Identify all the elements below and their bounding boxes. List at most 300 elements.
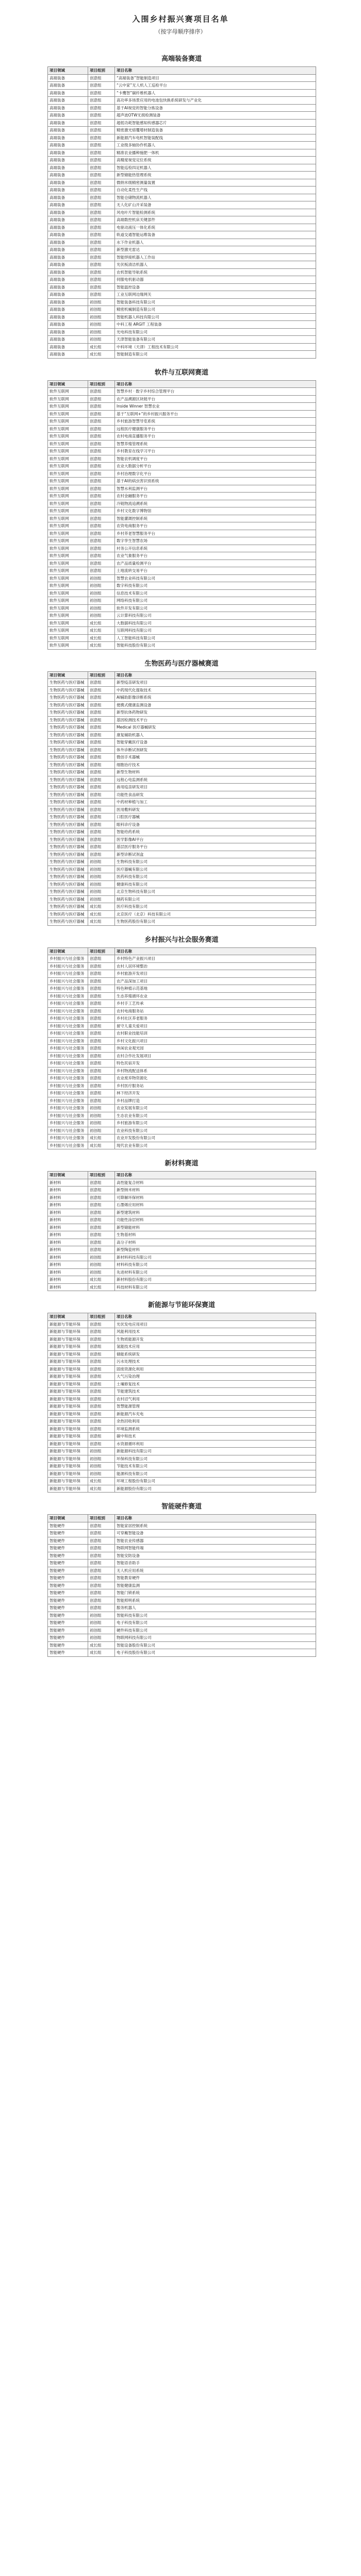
cell-group: 创意组 — [88, 1060, 115, 1067]
cell-group: 创意组 — [88, 1574, 115, 1582]
project-table — [47, 1171, 316, 1291]
cell-field: 乡村振兴与社会服务 — [48, 1030, 88, 1038]
cell-group: 创意组 — [88, 1179, 115, 1187]
cell-group: 初创组 — [88, 582, 115, 590]
cell-field: 软件互联网 — [48, 634, 88, 642]
column-header: 项目名称 — [115, 947, 316, 955]
table-row — [48, 1187, 316, 1194]
cell-field: 乡村振兴与社会服务 — [48, 1007, 88, 1015]
table-row — [48, 1007, 316, 1015]
cell-project-name: 乡村养老智慧服务平台 — [115, 530, 316, 537]
table-row — [48, 724, 316, 732]
cell-group: 创意组 — [88, 977, 115, 985]
cell-group: 创意组 — [88, 1365, 115, 1373]
table-row — [48, 1022, 316, 1030]
cell-project-name: 智能给药系统 — [115, 828, 316, 836]
cell-group: 初创组 — [88, 1448, 115, 1455]
cell-group: 初创组 — [88, 1268, 115, 1276]
table-row — [48, 321, 316, 329]
cell-field: 生物医药与医疗器械 — [48, 866, 88, 873]
cell-project-name: 医用敷料研发 — [115, 806, 316, 814]
table-row — [48, 97, 316, 105]
cell-project-name: 大数据科技有限公司 — [115, 619, 316, 627]
cell-group: 创意组 — [88, 1022, 115, 1030]
table-row — [48, 268, 316, 276]
cell-group: 创意组 — [88, 1418, 115, 1426]
cell-group: 创意组 — [88, 761, 115, 769]
cell-project-name: 污水处理技术 — [115, 1358, 316, 1366]
cell-field: 高端装备 — [48, 336, 88, 344]
cell-project-name: 乡村旅游开发项目 — [115, 970, 316, 978]
cell-field: 智能硬件 — [48, 1522, 88, 1530]
cell-field: 新能源与节能环保 — [48, 1418, 88, 1426]
cell-project-name: 工业级多轴协作机器人 — [115, 142, 316, 149]
table-row — [48, 1253, 316, 1261]
cell-project-name: Inside Winner 智慧农业 — [115, 403, 316, 411]
cell-group: 成长组 — [88, 1142, 115, 1149]
table-row — [48, 731, 316, 739]
cell-group: 创意组 — [88, 224, 115, 231]
column-header: 项目领域 — [48, 1172, 88, 1179]
table-row — [48, 134, 316, 142]
table-row — [48, 582, 316, 590]
cell-group: 创意组 — [88, 127, 115, 134]
table-row — [48, 977, 316, 985]
cell-field: 新能源与节能环保 — [48, 1373, 88, 1381]
cell-field: 软件互联网 — [48, 455, 88, 463]
table-row — [48, 1589, 316, 1597]
cell-field: 高端装备 — [48, 209, 88, 216]
cell-field: 高端装备 — [48, 194, 88, 201]
cell-field: 乡村振兴与社会服务 — [48, 1015, 88, 1023]
table-row — [48, 74, 316, 82]
cell-group: 创意组 — [88, 134, 115, 142]
column-header: 项目领域 — [48, 1313, 88, 1321]
cell-group: 初创组 — [88, 880, 115, 888]
cell-group: 初创组 — [88, 604, 115, 612]
table-row — [48, 298, 316, 306]
cell-group: 初创组 — [88, 574, 115, 582]
cell-field: 新能源与节能环保 — [48, 1365, 88, 1373]
cell-project-name: 北京医疗（北京）科技有限公司 — [115, 910, 316, 918]
cell-group: 创意组 — [88, 1000, 115, 1008]
cell-project-name: 智能科技股份有限公司 — [115, 642, 316, 650]
cell-field: 新能源与节能环保 — [48, 1485, 88, 1493]
table-row — [48, 597, 316, 605]
cell-field: 高端装备 — [48, 321, 88, 329]
cell-field: 软件互联网 — [48, 470, 88, 478]
cell-field: 新材料 — [48, 1216, 88, 1224]
cell-project-name: 无人机应用系统 — [115, 1567, 316, 1574]
table-row — [48, 1463, 316, 1470]
cell-project-name: 硬件科技有限公司 — [115, 1626, 316, 1634]
cell-field: 乡村振兴与社会服务 — [48, 985, 88, 993]
cell-field: 生物医药与医疗器械 — [48, 686, 88, 694]
cell-field: 生物医药与医疗器械 — [48, 895, 88, 903]
cell-project-name: 超声波OTW无损检测装备 — [115, 112, 316, 120]
cell-group: 创意组 — [88, 992, 115, 1000]
table-row — [48, 306, 316, 314]
cell-field: 生物医药与医疗器械 — [48, 843, 88, 851]
cell-group: 初创组 — [88, 1120, 115, 1127]
cell-project-name: 智慧水利监测平台 — [115, 485, 316, 493]
cell-group: 初创组 — [88, 866, 115, 873]
cell-field: 智能硬件 — [48, 1530, 88, 1537]
cell-group: 创意组 — [88, 500, 115, 507]
cell-project-name: 留守儿童关爱项目 — [115, 1022, 316, 1030]
table-row — [48, 843, 316, 851]
cell-field: 乡村振兴与社会服务 — [48, 1052, 88, 1060]
cell-field: 新材料 — [48, 1268, 88, 1276]
cell-group: 初创组 — [88, 1612, 115, 1619]
cell-field: 智能硬件 — [48, 1634, 88, 1642]
cell-field: 智能硬件 — [48, 1649, 88, 1657]
column-header: 项目组别 — [88, 67, 115, 75]
cell-group: 创意组 — [88, 433, 115, 440]
cell-group: 创意组 — [88, 119, 115, 127]
cell-project-name: 农业气象服务平台 — [115, 552, 316, 560]
table-row — [48, 388, 316, 396]
table-row — [48, 866, 316, 873]
table-row — [48, 612, 316, 620]
cell-group: 创意组 — [88, 522, 115, 530]
cell-field: 乡村振兴与社会服务 — [48, 1075, 88, 1082]
table-row — [48, 567, 316, 575]
cell-project-name: 农村合作社发展项目 — [115, 1052, 316, 1060]
cell-project-name: 科技材料有限公司 — [115, 1283, 316, 1291]
table-row — [48, 455, 316, 463]
table-row — [48, 142, 316, 149]
cell-group: 创意组 — [88, 276, 115, 284]
cell-group: 成长组 — [88, 343, 115, 351]
cell-field: 软件互联网 — [48, 604, 88, 612]
cell-project-name: 物联网科技有限公司 — [115, 1634, 316, 1642]
table-row — [48, 1455, 316, 1463]
cell-project-name: 村务公开信息系统 — [115, 545, 316, 552]
cell-group: 创意组 — [88, 97, 115, 105]
cell-field: 新材料 — [48, 1276, 88, 1284]
table-header-row — [48, 947, 316, 955]
cell-field: 新材料 — [48, 1187, 88, 1194]
cell-project-name: 中科环境（天津）工程技术有限公司 — [115, 343, 316, 351]
table-row — [48, 1365, 316, 1373]
cell-project-name: 节能建筑技术 — [115, 1388, 316, 1396]
cell-group: 创意组 — [88, 493, 115, 500]
table-row — [48, 1530, 316, 1537]
table-row — [48, 1216, 316, 1224]
cell-group: 创意组 — [88, 530, 115, 537]
table-row — [48, 754, 316, 761]
table-row — [48, 1045, 316, 1053]
table-row — [48, 478, 316, 485]
table-row — [48, 1388, 316, 1396]
table-row — [48, 1060, 316, 1067]
cell-field: 高端装备 — [48, 172, 88, 179]
section — [47, 1500, 316, 1657]
cell-field: 生物医药与医疗器械 — [48, 799, 88, 806]
cell-project-name: 智能安防设备 — [115, 1552, 316, 1560]
table-row — [48, 1134, 316, 1142]
cell-field: 新材料 — [48, 1194, 88, 1201]
cell-field: 软件互联网 — [48, 642, 88, 650]
table-row — [48, 1358, 316, 1366]
cell-project-name: 环境工程股份有限公司 — [115, 1478, 316, 1485]
cell-project-name: 人工智能科技有限公司 — [115, 634, 316, 642]
cell-field: 智能硬件 — [48, 1597, 88, 1604]
cell-group: 成长组 — [88, 1276, 115, 1284]
table-row — [48, 112, 316, 120]
cell-project-name: 智能焊接机器人工作站 — [115, 253, 316, 261]
cell-project-name: 智能家居控制系统 — [115, 1522, 316, 1530]
cell-group: 创意组 — [88, 194, 115, 201]
cell-project-name: 云计算科技有限公司 — [115, 612, 316, 620]
table-row — [48, 1127, 316, 1134]
cell-project-name: 伺服电机驱动器 — [115, 276, 316, 284]
table-row — [48, 537, 316, 545]
section-title: 乡村振兴与社会服务赛道 — [144, 936, 219, 944]
cell-project-name: 新型生物材料 — [115, 769, 316, 776]
cell-project-name: 农村沼气利用 — [115, 1395, 316, 1403]
cell-project-name: 智能巡检四足机器人 — [115, 164, 316, 172]
cell-project-name: 中药现代化提取技术 — [115, 686, 316, 694]
cell-group: 初创组 — [88, 321, 115, 329]
cell-project-name: 新型诊断试剂盒 — [115, 851, 316, 858]
cell-field: 软件互联网 — [48, 425, 88, 433]
cell-group: 创意组 — [88, 1589, 115, 1597]
cell-field: 新能源与节能环保 — [48, 1328, 88, 1336]
cell-field: 高端装备 — [48, 351, 88, 359]
cell-project-name: 高性能复合材料 — [115, 1179, 316, 1187]
cell-group: 创意组 — [88, 1246, 115, 1254]
cell-project-name: 农村金融服务平台 — [115, 493, 316, 500]
column-header: 项目领域 — [48, 947, 88, 955]
cell-project-name: 智能教育硬件 — [115, 1574, 316, 1582]
cell-group: 创意组 — [88, 403, 115, 411]
cell-group: 创意组 — [88, 716, 115, 724]
cell-project-name: 风能利用技术 — [115, 1328, 316, 1336]
cell-field: 新能源与节能环保 — [48, 1463, 88, 1470]
cell-group: 创意组 — [88, 216, 115, 224]
cell-field: 新材料 — [48, 1246, 88, 1254]
section-title: 高端装备赛道 — [161, 55, 202, 63]
cell-project-name: 微创手术器械 — [115, 754, 316, 761]
cell-field: 高端装备 — [48, 298, 88, 306]
table-row — [48, 1268, 316, 1276]
cell-project-name: 无人化矿山开采装备 — [115, 201, 316, 209]
cell-group: 创意组 — [88, 1030, 115, 1038]
cell-group: 创意组 — [88, 560, 115, 567]
cell-project-name: Medical 医疗器械研发 — [115, 724, 316, 732]
cell-group: 创意组 — [88, 821, 115, 828]
cell-group: 创意组 — [88, 1194, 115, 1201]
table-row — [48, 679, 316, 687]
cell-group: 成长组 — [88, 1478, 115, 1485]
cell-group: 创意组 — [88, 1440, 115, 1448]
cell-field: 新能源与节能环保 — [48, 1403, 88, 1411]
cell-field: 乡村振兴与社会服务 — [48, 1037, 88, 1045]
table-row — [48, 463, 316, 470]
table-header-row — [48, 1172, 316, 1179]
cell-group: 创意组 — [88, 1597, 115, 1604]
cell-group: 创意组 — [88, 253, 115, 261]
cell-field: 智能硬件 — [48, 1626, 88, 1634]
cell-group: 创意组 — [88, 179, 115, 187]
cell-group: 创意组 — [88, 814, 115, 821]
cell-field: 软件互联网 — [48, 395, 88, 403]
project-table — [47, 671, 316, 926]
table-header-row — [48, 67, 316, 75]
cell-field: 软件互联网 — [48, 433, 88, 440]
cell-field: 软件互联网 — [48, 507, 88, 515]
cell-group: 初创组 — [88, 612, 115, 620]
cell-project-name: 农村人居环境整治 — [115, 962, 316, 970]
column-header: 项目组别 — [88, 671, 115, 679]
cell-project-name: 农机智能导航系统 — [115, 268, 316, 276]
cell-field: 生物医药与医疗器械 — [48, 776, 88, 784]
cell-field: 软件互联网 — [48, 530, 88, 537]
cell-project-name: 电子科技有限公司 — [115, 1619, 316, 1627]
cell-field: 高端装备 — [48, 306, 88, 314]
cell-group: 创意组 — [88, 515, 115, 522]
table-row — [48, 1276, 316, 1284]
table-row — [48, 246, 316, 254]
table-row — [48, 1030, 316, 1038]
table-row — [48, 104, 316, 112]
cell-group: 创意组 — [88, 1045, 115, 1053]
cell-field: 新材料 — [48, 1253, 88, 1261]
cell-project-name: 氢能技术应用 — [115, 1343, 316, 1351]
cell-project-name: 生物质能源开发 — [115, 1335, 316, 1343]
cell-field: 生物医药与医疗器械 — [48, 716, 88, 724]
cell-project-name: 乡村特色产业振兴项目 — [115, 955, 316, 963]
cell-group: 成长组 — [88, 918, 115, 926]
cell-project-name: 基于AI视觉的智能分拣设备 — [115, 104, 316, 112]
cell-project-name: 农业开发股份有限公司 — [115, 1134, 316, 1142]
cell-project-name: 功能性涂层材料 — [115, 1216, 316, 1224]
cell-project-name: 兽用疫苗研发项目 — [115, 784, 316, 791]
table-row — [48, 1015, 316, 1023]
project-table — [47, 947, 316, 1150]
cell-group: 创意组 — [88, 440, 115, 448]
cell-field: 软件互联网 — [48, 515, 88, 522]
cell-project-name: 中科工程 ARGIT 工程装备 — [115, 321, 316, 329]
cell-group: 创意组 — [88, 485, 115, 493]
cell-group: 成长组 — [88, 903, 115, 911]
cell-project-name: 信息技术有限公司 — [115, 589, 316, 597]
table-row — [48, 291, 316, 299]
table-row — [48, 1090, 316, 1097]
cell-field: 软件互联网 — [48, 567, 88, 575]
cell-group: 创意组 — [88, 985, 115, 993]
cell-project-name: 乡村旅游智慧导览系统 — [115, 418, 316, 426]
cell-field: 新能源与节能环保 — [48, 1478, 88, 1485]
cell-project-name: 数字科技有限公司 — [115, 582, 316, 590]
table-row — [48, 791, 316, 799]
cell-group: 创意组 — [88, 1231, 115, 1239]
cell-group: 创意组 — [88, 1604, 115, 1612]
cell-project-name: 智能装备科技有限公司 — [115, 298, 316, 306]
cell-group: 成长组 — [88, 1283, 115, 1291]
cell-project-name: 物联网智能终端 — [115, 1545, 316, 1552]
cell-field: 生物医药与医疗器械 — [48, 814, 88, 821]
cell-project-name: 精密激光熔覆增材制造装备 — [115, 127, 316, 134]
cell-field: 高端装备 — [48, 239, 88, 246]
cell-field: 生物医药与医疗器械 — [48, 873, 88, 881]
cell-project-name: 智能农业传感器 — [115, 1537, 316, 1545]
table-row — [48, 560, 316, 567]
cell-field: 新能源与节能环保 — [48, 1433, 88, 1440]
cell-group: 创意组 — [88, 1567, 115, 1574]
table-row — [48, 336, 316, 344]
cell-field: 新能源与节能环保 — [48, 1320, 88, 1328]
table-row — [48, 1448, 316, 1455]
cell-field: 生物医药与医疗器械 — [48, 888, 88, 896]
cell-field: 高端装备 — [48, 231, 88, 239]
cell-field: 高端装备 — [48, 187, 88, 194]
cell-group: 创意组 — [88, 784, 115, 791]
table-row — [48, 694, 316, 702]
cell-field: 高端装备 — [48, 268, 88, 276]
cell-group: 初创组 — [88, 858, 115, 866]
cell-field: 智能硬件 — [48, 1560, 88, 1567]
cell-project-name: 智能科技有限公司 — [115, 1612, 316, 1619]
table-row — [48, 1560, 316, 1567]
cell-project-name: 余热回收利用 — [115, 1418, 316, 1426]
cell-field: 智能硬件 — [48, 1537, 88, 1545]
cell-project-name: 水下作业机器人 — [115, 239, 316, 246]
cell-project-name: 乡村社区养老服务 — [115, 1015, 316, 1023]
cell-project-name: 光伏发电应用项目 — [115, 1320, 316, 1328]
cell-project-name: 功能性食品研发 — [115, 791, 316, 799]
cell-group: 创意组 — [88, 470, 115, 478]
cell-field: 高端装备 — [48, 164, 88, 172]
cell-project-name: 乡村旅游有限公司 — [115, 1120, 316, 1127]
cell-field: 高端装备 — [48, 104, 88, 112]
cell-project-name: 新型建筑材料 — [115, 1209, 316, 1216]
cell-project-name: 精准农业播种施肥一体机 — [115, 149, 316, 157]
cell-field: 智能硬件 — [48, 1552, 88, 1560]
table-row — [48, 619, 316, 627]
cell-field: 新能源与节能环保 — [48, 1388, 88, 1396]
cell-project-name: 智能照明系统 — [115, 1597, 316, 1604]
cell-group: 创意组 — [88, 410, 115, 418]
cell-project-name: 健康科技有限公司 — [115, 880, 316, 888]
project-table — [47, 380, 316, 650]
cell-group: 创意组 — [88, 955, 115, 963]
table-row — [48, 127, 316, 134]
cell-project-name: 智能农机调度平台 — [115, 455, 316, 463]
table-row — [48, 918, 316, 926]
section-title: 新材料赛道 — [165, 1160, 199, 1167]
cell-field: 乡村振兴与社会服务 — [48, 1045, 88, 1053]
table-row — [48, 642, 316, 650]
cell-field: 生物医药与医疗器械 — [48, 836, 88, 843]
cell-project-name: 新能源股份有限公司 — [115, 1485, 316, 1493]
cell-project-name: 能源科技有限公司 — [115, 1470, 316, 1478]
table-row — [48, 1283, 316, 1291]
cell-project-name: 休闲农业观光园 — [115, 1045, 316, 1053]
cell-project-name: 智能语音助手 — [115, 1560, 316, 1567]
cell-field: 新材料 — [48, 1231, 88, 1239]
cell-project-name: 医学影像AI平台 — [115, 836, 316, 843]
table-row — [48, 574, 316, 582]
cell-group: 创意组 — [88, 1239, 115, 1246]
cell-field: 生物医药与医疗器械 — [48, 851, 88, 858]
table-row — [48, 1478, 316, 1485]
cell-project-name: 可穿戴智能设备 — [115, 1530, 316, 1537]
document-title: 入围乡村振兴赛项目名单 — [132, 14, 229, 24]
cell-project-name: 北京生物科技有限公司 — [115, 888, 316, 896]
